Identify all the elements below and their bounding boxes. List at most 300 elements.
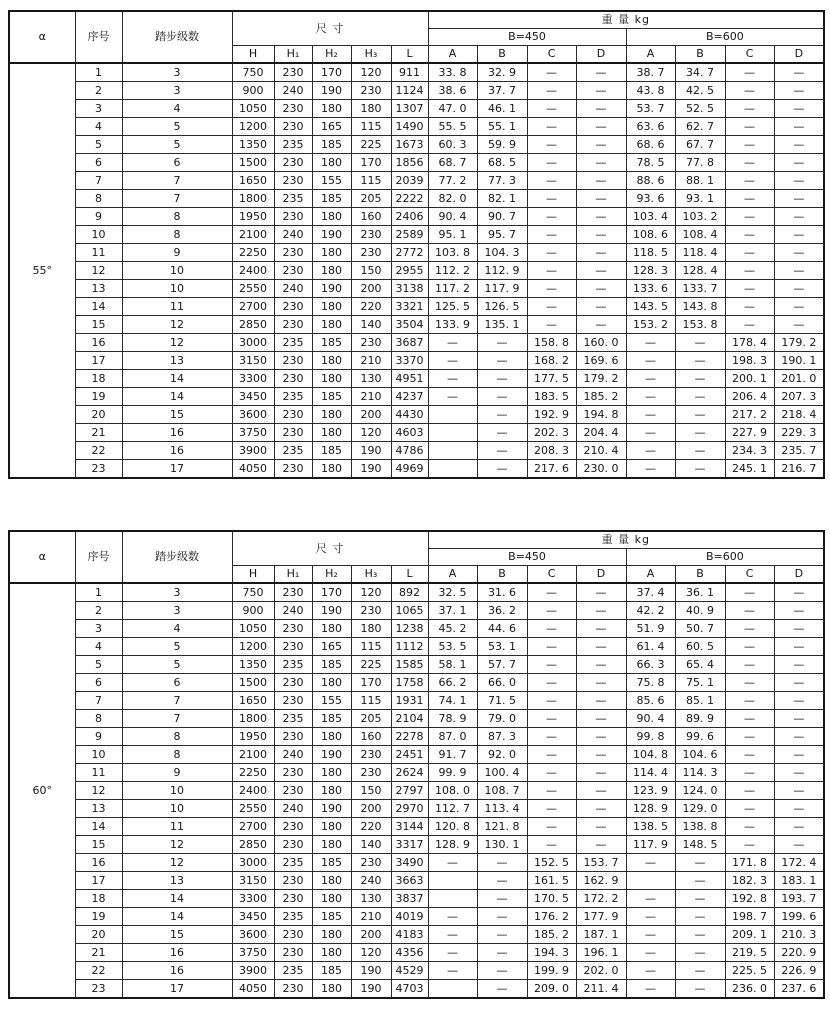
cell: 180 bbox=[312, 100, 351, 118]
table-row bbox=[9, 728, 824, 746]
table-header bbox=[9, 11, 824, 63]
cell: 32. 5 bbox=[428, 583, 477, 602]
cell: 5 bbox=[75, 136, 122, 154]
cell: 230 bbox=[274, 460, 312, 479]
cell: 148. 5 bbox=[675, 836, 725, 854]
cell: 135. 1 bbox=[477, 316, 527, 334]
cell: 1673 bbox=[391, 136, 428, 154]
table-row bbox=[9, 424, 824, 442]
table-row bbox=[9, 962, 824, 980]
cell: 2278 bbox=[391, 728, 428, 746]
cell: 118. 4 bbox=[675, 244, 725, 262]
cell: 180 bbox=[312, 782, 351, 800]
cell: 117. 2 bbox=[428, 280, 477, 298]
cell: 179. 2 bbox=[774, 334, 824, 352]
cell: 1950 bbox=[232, 728, 274, 746]
cell: 103. 2 bbox=[675, 208, 725, 226]
cell: 19 bbox=[75, 388, 122, 406]
cell: 3150 bbox=[232, 352, 274, 370]
cell: — bbox=[576, 782, 626, 800]
cell: — bbox=[527, 172, 576, 190]
cell: 3600 bbox=[232, 926, 274, 944]
cell: 185 bbox=[312, 656, 351, 674]
cell: 44. 6 bbox=[477, 620, 527, 638]
cell: 190 bbox=[312, 602, 351, 620]
cell: — bbox=[576, 190, 626, 208]
cell: — bbox=[675, 962, 725, 980]
table-row bbox=[9, 692, 824, 710]
cell: 230 bbox=[274, 154, 312, 172]
cell: — bbox=[576, 118, 626, 136]
cell: — bbox=[675, 406, 725, 424]
cell: 10 bbox=[75, 226, 122, 244]
cell: — bbox=[576, 63, 626, 82]
cell: 57. 7 bbox=[477, 656, 527, 674]
cell: 2451 bbox=[391, 746, 428, 764]
cell: 4 bbox=[75, 118, 122, 136]
cell: 190 bbox=[351, 460, 391, 479]
cell: 2589 bbox=[391, 226, 428, 244]
cell: 196. 1 bbox=[576, 944, 626, 962]
cell: 85. 6 bbox=[626, 692, 675, 710]
cell bbox=[626, 872, 675, 890]
cell: 1 bbox=[75, 63, 122, 82]
cell: 160. 0 bbox=[576, 334, 626, 352]
col-l: L bbox=[391, 46, 428, 64]
cell: 180 bbox=[312, 370, 351, 388]
cell: 6 bbox=[75, 674, 122, 692]
cell: 128. 9 bbox=[626, 800, 675, 818]
cell: 5 bbox=[122, 656, 232, 674]
cell: 121. 8 bbox=[477, 818, 527, 836]
cell: 37. 4 bbox=[626, 583, 675, 602]
cell: 52. 5 bbox=[675, 100, 725, 118]
cell: — bbox=[725, 620, 774, 638]
cell: 59. 9 bbox=[477, 136, 527, 154]
cell: 3 bbox=[75, 620, 122, 638]
cell: 226. 9 bbox=[774, 962, 824, 980]
table-row bbox=[9, 890, 824, 908]
cell: 88. 1 bbox=[675, 172, 725, 190]
cell: — bbox=[428, 388, 477, 406]
cell: 230 bbox=[274, 782, 312, 800]
cell: — bbox=[774, 583, 824, 602]
cell: 95. 7 bbox=[477, 226, 527, 244]
cell: 206. 4 bbox=[725, 388, 774, 406]
table-row bbox=[9, 980, 824, 999]
cell: 165 bbox=[312, 118, 351, 136]
cell: 2400 bbox=[232, 782, 274, 800]
cell: 82. 0 bbox=[428, 190, 477, 208]
cell: 4050 bbox=[232, 980, 274, 999]
cell: 1650 bbox=[232, 172, 274, 190]
cell: 153. 8 bbox=[675, 316, 725, 334]
cell: 240 bbox=[274, 602, 312, 620]
col-b600-c: C bbox=[725, 46, 774, 64]
cell: 13 bbox=[122, 872, 232, 890]
cell: 8 bbox=[122, 746, 232, 764]
cell: 1 bbox=[75, 583, 122, 602]
cell: 1065 bbox=[391, 602, 428, 620]
cell: 200. 1 bbox=[725, 370, 774, 388]
cell: 16 bbox=[122, 962, 232, 980]
cell: — bbox=[477, 890, 527, 908]
cell: 108. 6 bbox=[626, 226, 675, 244]
cell: 11 bbox=[75, 764, 122, 782]
cell: 90. 7 bbox=[477, 208, 527, 226]
cell: — bbox=[428, 370, 477, 388]
cell: 230 bbox=[274, 890, 312, 908]
table-body bbox=[9, 63, 824, 478]
cell: 87. 3 bbox=[477, 728, 527, 746]
cell: 99. 8 bbox=[626, 728, 675, 746]
cell: 16 bbox=[75, 854, 122, 872]
cell: 2250 bbox=[232, 764, 274, 782]
cell: 10 bbox=[122, 782, 232, 800]
col-b450-d: D bbox=[576, 46, 626, 64]
cell: 2100 bbox=[232, 746, 274, 764]
cell: 16 bbox=[75, 334, 122, 352]
cell: 3 bbox=[122, 583, 232, 602]
cell: — bbox=[774, 656, 824, 674]
cell: — bbox=[428, 962, 477, 980]
cell: 50. 7 bbox=[675, 620, 725, 638]
cell: — bbox=[576, 100, 626, 118]
cell: — bbox=[626, 442, 675, 460]
table-row bbox=[9, 298, 824, 316]
cell: 6 bbox=[122, 674, 232, 692]
cell: 99. 9 bbox=[428, 764, 477, 782]
cell: 204. 4 bbox=[576, 424, 626, 442]
cell: 210. 4 bbox=[576, 442, 626, 460]
cell: 7 bbox=[75, 172, 122, 190]
col-b600-b: B bbox=[675, 46, 725, 64]
table-row bbox=[9, 370, 824, 388]
cell: 63. 6 bbox=[626, 118, 675, 136]
cell: 15 bbox=[75, 316, 122, 334]
cell: 180 bbox=[312, 154, 351, 172]
cell: 209. 1 bbox=[725, 926, 774, 944]
cell bbox=[428, 872, 477, 890]
cell: 143. 5 bbox=[626, 298, 675, 316]
cell: — bbox=[725, 692, 774, 710]
cell: — bbox=[774, 136, 824, 154]
cell: 12 bbox=[122, 836, 232, 854]
cell: 37. 7 bbox=[477, 82, 527, 100]
cell: 180 bbox=[312, 262, 351, 280]
cell: — bbox=[576, 583, 626, 602]
cell: 7 bbox=[122, 190, 232, 208]
cell: 31. 6 bbox=[477, 583, 527, 602]
cell: — bbox=[576, 244, 626, 262]
cell: 77. 2 bbox=[428, 172, 477, 190]
cell: — bbox=[527, 63, 576, 82]
cell: 74. 1 bbox=[428, 692, 477, 710]
cell: 183. 5 bbox=[527, 388, 576, 406]
cell: 2104 bbox=[391, 710, 428, 728]
cell: 240 bbox=[274, 746, 312, 764]
cell: — bbox=[725, 710, 774, 728]
cell: 185 bbox=[312, 136, 351, 154]
cell: 230 bbox=[274, 208, 312, 226]
cell: 40. 9 bbox=[675, 602, 725, 620]
cell: — bbox=[725, 190, 774, 208]
table-row bbox=[9, 926, 824, 944]
cell: 2039 bbox=[391, 172, 428, 190]
cell: 60. 3 bbox=[428, 136, 477, 154]
cell: — bbox=[527, 100, 576, 118]
cell: 120 bbox=[351, 63, 391, 82]
cell: 66. 3 bbox=[626, 656, 675, 674]
cell: 3504 bbox=[391, 316, 428, 334]
cell: 23 bbox=[75, 980, 122, 999]
cell: 66. 2 bbox=[428, 674, 477, 692]
cell: 240 bbox=[274, 82, 312, 100]
cell: — bbox=[626, 370, 675, 388]
cell: 227. 9 bbox=[725, 424, 774, 442]
cell: 201. 0 bbox=[774, 370, 824, 388]
cell: 190 bbox=[312, 280, 351, 298]
cell: 42. 5 bbox=[675, 82, 725, 100]
cell: 8 bbox=[75, 190, 122, 208]
cell: 182. 3 bbox=[725, 872, 774, 890]
cell: 172. 2 bbox=[576, 890, 626, 908]
cell: 208. 3 bbox=[527, 442, 576, 460]
cell: 190 bbox=[312, 82, 351, 100]
cell: — bbox=[576, 620, 626, 638]
cell: — bbox=[527, 620, 576, 638]
cell: 230 bbox=[274, 424, 312, 442]
cell: 180 bbox=[312, 764, 351, 782]
cell: 180 bbox=[312, 944, 351, 962]
cell: 3150 bbox=[232, 872, 274, 890]
cell: 209. 0 bbox=[527, 980, 576, 999]
cell: — bbox=[428, 944, 477, 962]
cell: — bbox=[527, 154, 576, 172]
cell: 1500 bbox=[232, 674, 274, 692]
table-header bbox=[9, 531, 824, 583]
cell: 88. 6 bbox=[626, 172, 675, 190]
cell: — bbox=[477, 872, 527, 890]
cell: 235. 7 bbox=[774, 442, 824, 460]
cell: 9 bbox=[75, 728, 122, 746]
cell: — bbox=[626, 944, 675, 962]
col-b450-c: C bbox=[527, 566, 576, 584]
cell: 1800 bbox=[232, 710, 274, 728]
cell: 185. 2 bbox=[576, 388, 626, 406]
cell: 180 bbox=[312, 460, 351, 479]
cell: 4786 bbox=[391, 442, 428, 460]
cell: 4529 bbox=[391, 962, 428, 980]
cell: 180 bbox=[312, 406, 351, 424]
cell: 155 bbox=[312, 172, 351, 190]
spec-table-55deg bbox=[8, 10, 825, 479]
cell: 15 bbox=[75, 836, 122, 854]
col-alpha: α bbox=[9, 11, 75, 63]
cell: — bbox=[527, 656, 576, 674]
col-l: L bbox=[391, 566, 428, 584]
cell: 55. 1 bbox=[477, 118, 527, 136]
cell: 185. 2 bbox=[527, 926, 576, 944]
cell: 125. 5 bbox=[428, 298, 477, 316]
cell: 1200 bbox=[232, 118, 274, 136]
cell: — bbox=[774, 620, 824, 638]
cell: 38. 7 bbox=[626, 63, 675, 82]
cell: — bbox=[774, 836, 824, 854]
cell: — bbox=[626, 962, 675, 980]
cell: 194. 8 bbox=[576, 406, 626, 424]
cell: — bbox=[774, 262, 824, 280]
cell: 193. 7 bbox=[774, 890, 824, 908]
table-row bbox=[9, 764, 824, 782]
cell: 1112 bbox=[391, 638, 428, 656]
cell: 108. 0 bbox=[428, 782, 477, 800]
cell: 15 bbox=[122, 406, 232, 424]
cell: — bbox=[477, 406, 527, 424]
cell: — bbox=[774, 818, 824, 836]
cell: 230 bbox=[274, 944, 312, 962]
cell: 199. 6 bbox=[774, 908, 824, 926]
cell: 79. 0 bbox=[477, 710, 527, 728]
cell: 1238 bbox=[391, 620, 428, 638]
table-row bbox=[9, 244, 824, 262]
cell: 67. 7 bbox=[675, 136, 725, 154]
cell: — bbox=[626, 388, 675, 406]
cell: 112. 2 bbox=[428, 262, 477, 280]
cell: 230 bbox=[274, 818, 312, 836]
cell: 6 bbox=[122, 154, 232, 172]
cell: 22 bbox=[75, 442, 122, 460]
cell: — bbox=[725, 226, 774, 244]
alpha-value: 60° bbox=[9, 583, 75, 998]
cell: 71. 5 bbox=[477, 692, 527, 710]
cell: 3450 bbox=[232, 908, 274, 926]
cell: 2624 bbox=[391, 764, 428, 782]
cell: — bbox=[576, 262, 626, 280]
cell: 170 bbox=[351, 154, 391, 172]
cell: — bbox=[725, 118, 774, 136]
cell: 185 bbox=[312, 190, 351, 208]
cell: — bbox=[675, 334, 725, 352]
cell: 22 bbox=[75, 962, 122, 980]
table-row bbox=[9, 118, 824, 136]
cell: 5 bbox=[122, 118, 232, 136]
cell: — bbox=[576, 710, 626, 728]
cell: 170 bbox=[312, 583, 351, 602]
cell: — bbox=[576, 656, 626, 674]
cell: — bbox=[725, 782, 774, 800]
cell: 17 bbox=[75, 872, 122, 890]
cell: 66. 0 bbox=[477, 674, 527, 692]
cell: 180 bbox=[312, 818, 351, 836]
cell: 230 bbox=[274, 352, 312, 370]
cell: 3370 bbox=[391, 352, 428, 370]
cell: 13 bbox=[122, 352, 232, 370]
cell: — bbox=[725, 63, 774, 82]
cell: — bbox=[725, 583, 774, 602]
cell: 2550 bbox=[232, 280, 274, 298]
cell bbox=[428, 406, 477, 424]
cell: 114. 4 bbox=[626, 764, 675, 782]
cell: 17 bbox=[122, 460, 232, 479]
cell: — bbox=[774, 63, 824, 82]
table-row bbox=[9, 638, 824, 656]
cell: — bbox=[774, 602, 824, 620]
cell: — bbox=[576, 208, 626, 226]
cell: 3687 bbox=[391, 334, 428, 352]
cell: — bbox=[675, 980, 725, 999]
cell: 10 bbox=[122, 800, 232, 818]
cell: 2700 bbox=[232, 298, 274, 316]
cell: 3750 bbox=[232, 424, 274, 442]
cell: — bbox=[725, 728, 774, 746]
cell: — bbox=[725, 746, 774, 764]
cell: 180 bbox=[312, 316, 351, 334]
cell: 190 bbox=[312, 746, 351, 764]
cell: 3144 bbox=[391, 818, 428, 836]
cell: 180 bbox=[312, 836, 351, 854]
cell: 235 bbox=[274, 854, 312, 872]
cell bbox=[428, 460, 477, 479]
col-b450-b: B bbox=[477, 46, 527, 64]
cell: 1856 bbox=[391, 154, 428, 172]
cell: 180 bbox=[312, 980, 351, 999]
cell: — bbox=[477, 388, 527, 406]
cell: 235 bbox=[274, 334, 312, 352]
cell: 93. 6 bbox=[626, 190, 675, 208]
col-h3: H₃ bbox=[351, 46, 391, 64]
cell: 207. 3 bbox=[774, 388, 824, 406]
cell: 95. 1 bbox=[428, 226, 477, 244]
cell: — bbox=[477, 962, 527, 980]
cell: 235 bbox=[274, 136, 312, 154]
cell: — bbox=[527, 118, 576, 136]
cell: 230 bbox=[351, 746, 391, 764]
table-row bbox=[9, 352, 824, 370]
cell: — bbox=[477, 334, 527, 352]
cell: 130 bbox=[351, 370, 391, 388]
cell: 12 bbox=[122, 334, 232, 352]
cell: 10 bbox=[122, 262, 232, 280]
cell: 120. 8 bbox=[428, 818, 477, 836]
cell: 13 bbox=[75, 800, 122, 818]
col-alpha: α bbox=[9, 531, 75, 583]
cell: 230 bbox=[274, 836, 312, 854]
cell: — bbox=[576, 172, 626, 190]
cell: 12 bbox=[122, 854, 232, 872]
cell: 155 bbox=[312, 692, 351, 710]
cell: 202. 3 bbox=[527, 424, 576, 442]
cell: 133. 6 bbox=[626, 280, 675, 298]
cell: 210 bbox=[351, 908, 391, 926]
cell: 230 bbox=[274, 674, 312, 692]
cell: — bbox=[725, 154, 774, 172]
table-row bbox=[9, 674, 824, 692]
cell: 104. 8 bbox=[626, 746, 675, 764]
cell: 230 bbox=[274, 262, 312, 280]
cell: — bbox=[725, 316, 774, 334]
cell: 53. 1 bbox=[477, 638, 527, 656]
cell: 230 bbox=[351, 854, 391, 872]
cell: 237. 6 bbox=[774, 980, 824, 999]
cell: — bbox=[774, 316, 824, 334]
cell: 14 bbox=[75, 298, 122, 316]
cell: 240 bbox=[274, 226, 312, 244]
cell: 12 bbox=[75, 262, 122, 280]
cell: — bbox=[527, 782, 576, 800]
cell: 180 bbox=[312, 890, 351, 908]
cell: 89. 9 bbox=[675, 710, 725, 728]
